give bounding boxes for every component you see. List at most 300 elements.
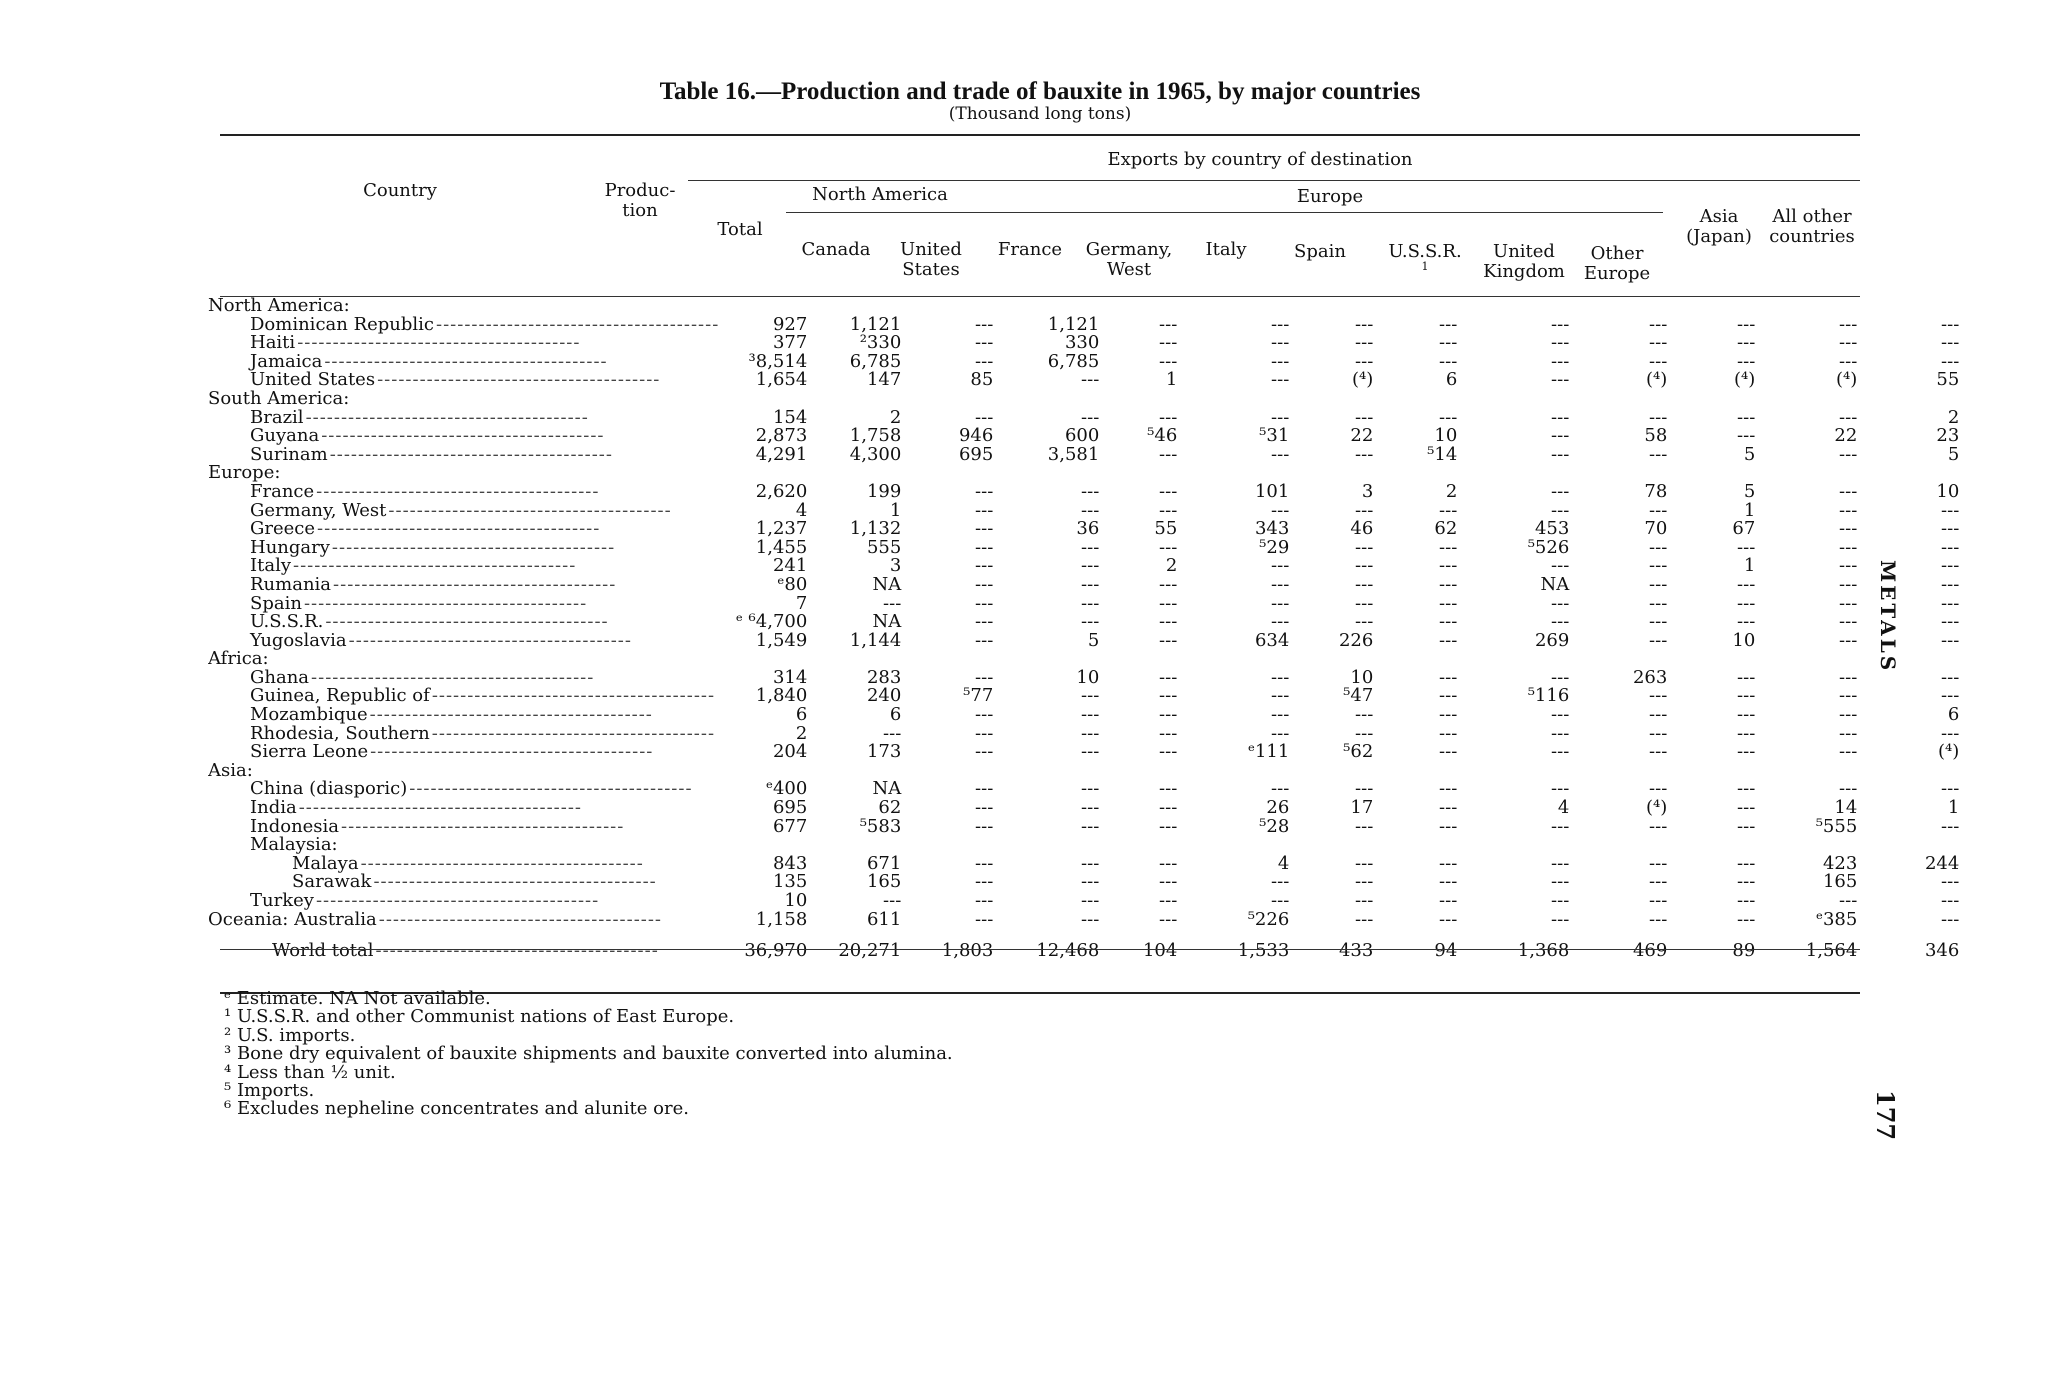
world-total-row (208, 929, 1959, 973)
value-cell: --- (1551, 908, 1570, 930)
value-cell: --- (1737, 871, 1756, 893)
value-cell: --- (1159, 852, 1178, 874)
value-cell (1667, 464, 1755, 483)
value-cell: --- (1081, 592, 1100, 614)
value-cell: --- (1737, 313, 1756, 335)
table-title: Table 16.—Production and trade of bauxite in 1965, by major countries (659, 78, 1421, 105)
value-cell: --- (1649, 443, 1668, 465)
value-cell (1373, 390, 1457, 409)
footnote: ᵉ Estimate. NA Not available. (224, 988, 491, 1009)
value-cell: 14 (1834, 797, 1858, 819)
value-cell: --- (1839, 722, 1858, 744)
value-cell: --- (1355, 815, 1374, 837)
header-germany-west: Germany, West (1085, 239, 1173, 280)
value-cell: ⁵583 (859, 815, 902, 837)
value-cell: --- (1159, 536, 1178, 558)
value-cell: --- (1649, 629, 1668, 651)
value-cell: 1 (1947, 797, 1960, 819)
value-cell: 6 (1445, 369, 1458, 391)
value-cell: --- (1737, 425, 1756, 447)
leader-dots: ---------------------------------------- (331, 538, 616, 558)
value-cell: --- (1081, 704, 1100, 726)
country-cell (208, 762, 719, 781)
value-cell: --- (1551, 704, 1570, 726)
value-cell: ⁵555 (1815, 815, 1858, 837)
value-cell (901, 390, 993, 409)
value-cell: 1 (1165, 369, 1178, 391)
value-cell: ⁵226 (1247, 908, 1290, 930)
value-cell: ⁵526 (1527, 536, 1570, 558)
value-cell: 154 (772, 406, 808, 428)
value-cell: 20,271 (838, 940, 902, 962)
value-cell: 1,758 (849, 425, 902, 447)
value-cell: --- (1271, 350, 1290, 372)
value-cell: --- (1941, 666, 1960, 688)
value-cell: --- (1355, 555, 1374, 577)
value-cell: --- (1839, 778, 1858, 800)
header-all-other: All other countries (1769, 206, 1855, 247)
value-cell (1289, 464, 1373, 483)
country-cell (208, 669, 719, 688)
value-cell: --- (1649, 332, 1668, 354)
value-cell (1667, 297, 1755, 316)
value-cell: 78 (1644, 480, 1668, 502)
value-cell: --- (1271, 313, 1290, 335)
value-cell: --- (1737, 573, 1756, 595)
leader-dots: ---------------------------------------- (377, 371, 661, 390)
value-cell: --- (1159, 908, 1178, 930)
header-north-america: North America (812, 184, 948, 205)
value-cell: --- (1271, 722, 1290, 744)
value-cell: --- (1649, 778, 1668, 800)
header-united-states: United States (900, 239, 962, 280)
value-cell: 67 (1732, 518, 1756, 540)
value-cell: --- (1159, 443, 1178, 465)
value-cell: 1,368 (1517, 940, 1570, 962)
leader-dots: ---------------------------------------- (298, 799, 582, 818)
value-cell: 3 (1361, 480, 1374, 502)
value-cell: 104 (1142, 940, 1178, 962)
country-label: Asia: (208, 761, 253, 781)
value-cell: --- (975, 871, 994, 893)
value-cell (1857, 297, 1959, 316)
value-cell: --- (1941, 518, 1960, 540)
value-cell: --- (883, 722, 902, 744)
value-cell (993, 297, 1099, 316)
value-cell (1457, 390, 1569, 409)
value-cell: 62 (1434, 518, 1458, 540)
country-label: South America: (208, 389, 350, 409)
country-cell (208, 929, 719, 973)
value-cell (1569, 390, 1667, 409)
value-cell (1755, 297, 1857, 316)
country-label: India (250, 799, 297, 818)
leader-dots: ---------------------------------------- (431, 687, 716, 707)
value-cell: 4,300 (849, 443, 902, 465)
value-cell: --- (1439, 629, 1458, 651)
value-cell: --- (1439, 778, 1458, 800)
value-cell: --- (1839, 555, 1858, 577)
value-cell: 346 (1924, 940, 1960, 962)
value-cell: --- (1271, 704, 1290, 726)
table-row (208, 613, 1959, 632)
value-cell: 17 (1350, 797, 1374, 819)
country-cell (208, 390, 719, 409)
table-row (208, 576, 1959, 595)
country-cell (208, 483, 719, 502)
value-cell: --- (1355, 406, 1374, 428)
value-cell: --- (1355, 536, 1374, 558)
value-cell: --- (1737, 852, 1756, 874)
value-cell: (⁴) (1734, 369, 1756, 391)
value-cell: 433 (1338, 940, 1374, 962)
value-cell: 1,121 (1047, 313, 1100, 335)
country-cell (208, 799, 719, 818)
value-cell: --- (1355, 704, 1374, 726)
leader-dots: ---------------------------------------- (370, 743, 654, 762)
value-cell: --- (1737, 666, 1756, 688)
value-cell: --- (1839, 313, 1858, 335)
value-cell: 695 (772, 797, 808, 819)
value-cell: 330 (1064, 332, 1100, 354)
value-cell: ³8,514 (748, 350, 808, 372)
value-cell: --- (1159, 815, 1178, 837)
value-cell: ²330 (859, 332, 902, 354)
value-cell: --- (1159, 499, 1178, 521)
value-cell: --- (975, 611, 994, 633)
value-cell: 204 (772, 741, 808, 763)
value-cell: --- (1649, 685, 1668, 707)
value-cell: (⁴) (1646, 797, 1668, 819)
value-cell: 5 (1947, 443, 1960, 465)
value-cell: 2 (795, 722, 808, 744)
value-cell: 62 (878, 797, 902, 819)
header-canada: Canada (801, 239, 871, 260)
value-cell: 263 (1632, 666, 1668, 688)
value-cell: --- (1081, 908, 1100, 930)
value-cell: 555 (866, 536, 902, 558)
value-cell: --- (1439, 313, 1458, 335)
value-cell: 269 (1534, 629, 1570, 651)
value-cell: --- (1649, 536, 1668, 558)
value-cell: --- (1439, 555, 1458, 577)
value-cell: --- (975, 704, 994, 726)
value-cell: --- (1439, 722, 1458, 744)
value-cell: --- (1159, 871, 1178, 893)
value-cell: --- (975, 852, 994, 874)
value-cell: 94 (1434, 940, 1458, 962)
value-cell: 1,549 (755, 629, 808, 651)
value-cell: --- (1439, 573, 1458, 595)
country-cell (208, 911, 719, 930)
value-cell: 55 (1936, 369, 1960, 391)
value-cell: --- (1271, 499, 1290, 521)
value-cell: --- (1839, 332, 1858, 354)
value-cell: 89 (1732, 940, 1756, 962)
value-cell: --- (1159, 666, 1178, 688)
value-cell: --- (1839, 890, 1858, 911)
header-other-europe: Other Europe (1583, 243, 1651, 284)
value-cell: 3,581 (1047, 443, 1100, 465)
value-cell: --- (1737, 350, 1756, 372)
leader-dots: ---------------------------------------- (324, 352, 608, 372)
country-label: Sarawak (292, 873, 372, 892)
header-spain: Spain (1294, 241, 1346, 262)
country-label: Guyana (250, 427, 320, 446)
value-cell: --- (1551, 443, 1570, 465)
value-cell: 4,291 (755, 443, 808, 465)
value-cell: --- (975, 555, 994, 577)
leader-dots: ---------------------------------------- (293, 557, 577, 576)
value-cell: 226 (1338, 629, 1374, 651)
value-cell: --- (1737, 890, 1756, 911)
value-cell: --- (1649, 592, 1668, 614)
value-cell: --- (1439, 908, 1458, 930)
value-cell (1373, 297, 1457, 316)
country-cell (208, 873, 719, 892)
value-cell: --- (1355, 778, 1374, 800)
value-cell: --- (1159, 611, 1178, 633)
value-cell: --- (1941, 908, 1960, 930)
value-cell: ⁵29 (1259, 536, 1290, 558)
value-cell (993, 390, 1099, 409)
value-cell: --- (1081, 555, 1100, 577)
value-cell: 85 (970, 369, 994, 391)
value-cell: --- (1551, 480, 1570, 502)
value-cell (901, 297, 993, 316)
value-cell: 5 (1743, 480, 1756, 502)
value-cell: --- (1551, 499, 1570, 521)
value-cell: --- (1355, 908, 1374, 930)
country-label: Ghana (250, 668, 310, 688)
country-label: U.S.S.R. (250, 613, 324, 632)
table-row (208, 799, 1959, 818)
value-cell: --- (1649, 611, 1668, 633)
country-label: Mozambique (250, 706, 368, 725)
value-cell: --- (1941, 815, 1960, 837)
country-cell (208, 725, 719, 744)
value-cell (1289, 297, 1373, 316)
value-cell: --- (1081, 815, 1100, 837)
value-cell: --- (1737, 908, 1756, 930)
value-cell: --- (1941, 722, 1960, 744)
leader-dots: ---------------------------------------- (329, 445, 613, 465)
value-cell: --- (975, 629, 994, 651)
value-cell: ⁵116 (1527, 685, 1570, 707)
value-cell: --- (1941, 778, 1960, 800)
value-cell: 135 (772, 871, 808, 893)
value-cell: 469 (1632, 940, 1668, 962)
value-cell: --- (883, 592, 902, 614)
value-cell: --- (1737, 685, 1756, 707)
country-label: Oceania: Australia (208, 910, 377, 930)
value-cell: --- (1159, 685, 1178, 707)
value-cell: --- (1551, 592, 1570, 614)
leader-dots: ---------------------------------------- (303, 594, 588, 614)
value-cell: 10 (1076, 666, 1100, 688)
value-cell: ⁵77 (963, 685, 994, 707)
country-label: France (250, 482, 315, 502)
value-cell: --- (1551, 852, 1570, 874)
value-cell (1373, 464, 1457, 483)
country-cell (208, 632, 719, 651)
group-row (208, 390, 1959, 409)
value-cell: 600 (1064, 425, 1100, 447)
country-label: Germany, West (250, 501, 387, 521)
value-cell: 173 (866, 741, 902, 763)
value-cell: ᵉ111 (1247, 741, 1290, 763)
value-cell: --- (1355, 443, 1374, 465)
footnotes (224, 990, 953, 1119)
value-cell: --- (1737, 332, 1756, 354)
value-cell: 3 (889, 555, 902, 577)
value-cell: 70 (1644, 518, 1668, 540)
value-cell: 10 (1434, 425, 1458, 447)
country-cell (208, 836, 719, 855)
footnote: ¹ U.S.S.R. and other Communist nations of East Europe. (224, 1006, 735, 1028)
value-cell: --- (975, 536, 994, 558)
value-cell: --- (1737, 722, 1756, 744)
country-cell (208, 613, 719, 632)
value-cell: 36,970 (744, 940, 808, 962)
country-label: Malaysia: (250, 836, 338, 855)
value-cell: --- (1081, 778, 1100, 800)
header-exports: Exports by country of destination (1107, 149, 1413, 170)
value-cell: (⁴) (1352, 369, 1374, 391)
value-cell: --- (1439, 406, 1458, 428)
value-cell: 453 (1534, 518, 1570, 540)
value-cell: 6 (1947, 704, 1960, 726)
table-row (208, 371, 1959, 390)
value-cell: --- (1649, 852, 1668, 874)
value-cell: --- (975, 499, 994, 521)
value-cell: --- (1271, 890, 1290, 911)
value-cell: --- (975, 722, 994, 744)
value-cell: --- (1839, 704, 1858, 726)
country-cell (208, 520, 719, 539)
value-cell: --- (1649, 499, 1668, 521)
value-cell: --- (1649, 815, 1668, 837)
leader-dots: ---------------------------------------- (369, 706, 653, 725)
value-cell: --- (1439, 741, 1458, 763)
value-cell: --- (975, 815, 994, 837)
leader-dots: ---------------------------------------- (409, 780, 693, 800)
leader-dots: ---------------------------------------- (297, 334, 581, 353)
country-label: Surinam (250, 445, 328, 465)
value-cell: --- (1081, 722, 1100, 744)
value-cell: --- (1355, 852, 1374, 874)
value-cell: --- (1159, 350, 1178, 372)
value-cell: --- (1551, 313, 1570, 335)
bauxite-table (208, 297, 1959, 973)
value-cell (807, 390, 901, 409)
value-cell: --- (975, 741, 994, 763)
value-cell: 695 (958, 443, 994, 465)
country-cell (208, 576, 719, 595)
value-cell: --- (1355, 313, 1374, 335)
leader-dots: ---------------------------------------- (316, 482, 600, 502)
value-cell: --- (1271, 443, 1290, 465)
value-cell: 1,840 (755, 685, 808, 707)
value-cell: 55 (1154, 518, 1178, 540)
value-cell: --- (1839, 443, 1858, 465)
value-cell: --- (1159, 406, 1178, 428)
value-cell: --- (1839, 592, 1858, 614)
country-label: Rhodesia, Southern (250, 724, 430, 744)
country-label: World total (272, 940, 374, 962)
value-cell: 843 (772, 852, 808, 874)
value-cell (1099, 297, 1177, 316)
value-cell (1667, 390, 1755, 409)
value-cell (1177, 390, 1289, 409)
value-cell: --- (1159, 313, 1178, 335)
value-cell: --- (1081, 797, 1100, 819)
value-cell: (⁴) (1938, 741, 1960, 763)
value-cell: --- (975, 480, 994, 502)
value-cell: 377 (772, 332, 808, 354)
value-cell: --- (1941, 536, 1960, 558)
value-cell: --- (1355, 722, 1374, 744)
table-row (208, 911, 1959, 930)
value-cell: --- (1551, 350, 1570, 372)
value-cell: --- (1355, 332, 1374, 354)
value-cell: --- (1551, 406, 1570, 428)
value-cell: --- (1439, 704, 1458, 726)
country-label: Guinea, Republic of (250, 687, 430, 707)
value-cell: --- (975, 350, 994, 372)
header-production: Produc- tion (604, 180, 676, 221)
value-cell: 423 (1822, 852, 1858, 874)
country-cell (208, 502, 719, 521)
table-row (208, 818, 1959, 837)
value-cell: 634 (1254, 629, 1290, 651)
table-row (208, 706, 1959, 725)
value-cell: 2 (889, 406, 902, 428)
value-cell: 2,620 (755, 480, 808, 502)
value-cell: 241 (772, 555, 808, 577)
leader-dots: ---------------------------------------- (317, 520, 601, 539)
header-asia-japan: Asia (Japan) (1686, 206, 1752, 247)
value-cell: --- (1081, 499, 1100, 521)
value-cell: --- (1439, 611, 1458, 633)
country-label: Sierra Leone (250, 743, 369, 762)
value-cell: ᵉ385 (1815, 908, 1858, 930)
value-cell: --- (1941, 592, 1960, 614)
header-italy: Italy (1205, 239, 1247, 260)
table-row (208, 427, 1959, 446)
value-cell: --- (1081, 890, 1100, 911)
leader-dots: ---------------------------------------- (431, 724, 716, 744)
value-cell: --- (1439, 332, 1458, 354)
footnote: ⁵ Imports. (224, 1080, 315, 1102)
leader-dots: ---------------------------------------- (305, 408, 589, 428)
value-cell: --- (1737, 406, 1756, 428)
value-cell: 5 (1087, 629, 1100, 651)
value-cell: 10 (1350, 666, 1374, 688)
table-row (208, 632, 1959, 651)
value-cell: --- (1551, 555, 1570, 577)
value-cell: --- (1159, 573, 1178, 595)
value-cell: 1,533 (1237, 940, 1290, 962)
value-cell: --- (1941, 629, 1960, 651)
country-cell (208, 892, 719, 911)
value-cell: ⁵46 (1147, 425, 1178, 447)
country-label: Malaya (292, 854, 359, 874)
leader-dots: ---------------------------------------- (333, 575, 617, 595)
value-cell: --- (1649, 350, 1668, 372)
value-cell: --- (1439, 592, 1458, 614)
value-cell: ⁵31 (1259, 425, 1290, 447)
